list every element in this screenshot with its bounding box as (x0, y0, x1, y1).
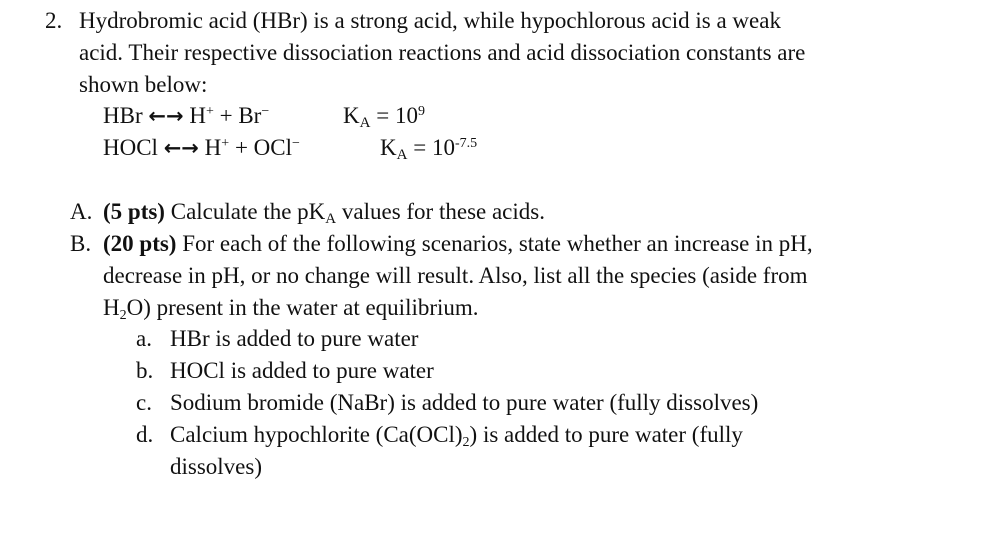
part-b-letter: B. (70, 231, 92, 256)
scenario-a-letter: a. (136, 326, 152, 351)
scenario-d-text-start: Calcium hypochlorite (Ca(OCl) (170, 422, 463, 447)
ka-label: K (380, 135, 397, 160)
conjugate-base: OCl (253, 135, 293, 160)
intro-line-2: acid. Their respective dissociation reactions and acid dissociation constants are (79, 40, 806, 65)
ka-subscript: A (396, 147, 408, 163)
ka-subscript: A (359, 115, 371, 131)
scenario-c-letter: c. (136, 390, 152, 415)
conjugate-base: Br (238, 103, 262, 128)
part-b-line-3 (103, 292, 479, 324)
proton: H (189, 103, 206, 128)
part-a-letter: A. (70, 199, 93, 224)
water-subscript: 2 (119, 308, 127, 323)
water-h: H (103, 295, 120, 320)
part-a-points: (5 pts) (103, 199, 165, 224)
ka-hbr (343, 100, 425, 132)
equilibrium-arrow-icon: ←→ (148, 104, 184, 128)
pka-subscript: A (325, 211, 337, 227)
scenario-b-letter: b. (136, 358, 154, 383)
scenario-d-text-line-2: dissolves) (170, 454, 262, 479)
anion-charge: − (261, 104, 270, 119)
scenario-d-text (170, 419, 743, 451)
reactant: HBr (103, 103, 143, 128)
proton-charge: + (205, 104, 214, 119)
ka-exponent: 9 (417, 104, 425, 119)
ka-exponent: -7.5 (454, 136, 478, 151)
scenario-d-subscript: 2 (462, 435, 470, 450)
scenario-d-letter: d. (136, 422, 154, 447)
scenario-a-text: HBr is added to pure water (170, 326, 419, 351)
reactant: HOCl (103, 135, 158, 160)
proton: H (204, 135, 222, 160)
intro-line-1: Hydrobromic acid (HBr) is a strong acid, while hypochlorous acid is a weak (79, 8, 781, 33)
part-b-line-2: decrease in pH, or no change will result. Also, list all the species (aside from (103, 263, 808, 288)
intro-line-3: shown below: (79, 72, 208, 97)
question-number: 2. (45, 8, 63, 33)
part-b-prompt: For each of the following scenarios, state whether an increase in pH, (176, 231, 813, 256)
part-b-line-3-end: O) present in the water at equilibrium. (126, 295, 479, 320)
part-b-points: (20 pts) (103, 231, 177, 256)
ka-hocl (380, 132, 477, 164)
scenario-d-text-end: ) is added to pure water (fully (469, 422, 743, 447)
proton-charge: + (221, 136, 230, 151)
plus-join: + (213, 103, 239, 128)
ka-label: K (343, 103, 360, 128)
reaction-hocl (103, 132, 300, 164)
scenario-b-text: HOCl is added to pure water (170, 358, 434, 383)
part-a-prompt-end: values for these acids. (336, 199, 545, 224)
scenario-c-text: Sodium bromide (NaBr) is added to pure water (fully dissolves) (170, 390, 759, 415)
part-b-line-1 (103, 228, 813, 260)
ka-equals: = 10 (407, 135, 455, 160)
part-a-text (103, 196, 545, 228)
plus-join: + (229, 135, 254, 160)
anion-charge: − (292, 136, 300, 151)
reaction-hbr (103, 100, 269, 132)
ka-equals: = 10 (370, 103, 418, 128)
equilibrium-arrow-icon: ←→ (163, 136, 199, 160)
part-a-prompt: Calculate the pK (164, 199, 326, 224)
